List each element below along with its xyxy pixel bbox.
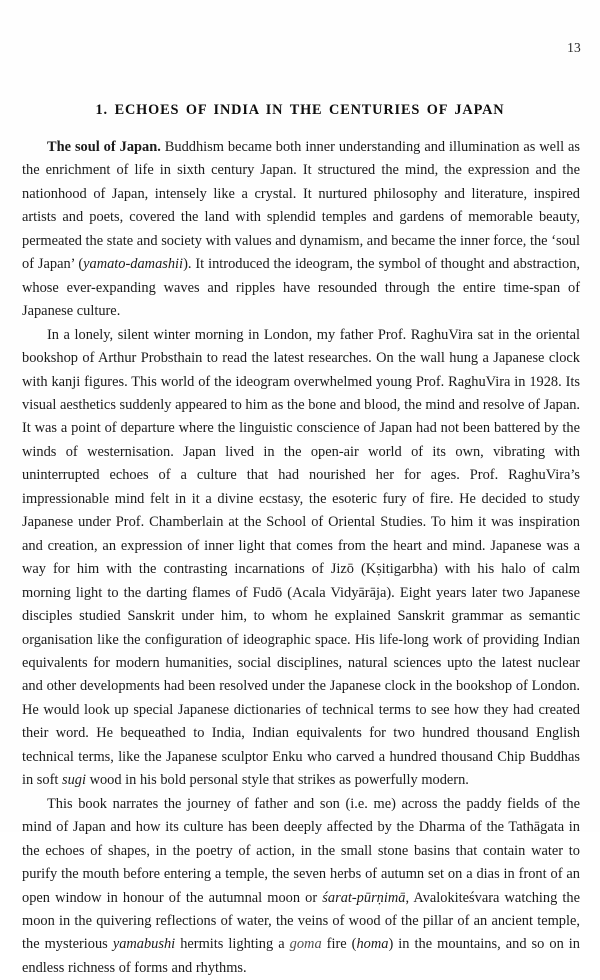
paragraph-text-part-d: fire ( — [321, 936, 357, 953]
italic-term-goma: goma — [289, 936, 322, 953]
italic-term-homa: homa — [356, 936, 389, 953]
paragraph-text-part-b: ). It introduced the ideogram, the symbol of thought and abstraction, whose ever-expanding waves and ripples have resounded through the entire time-span of Japanese culture. — [22, 256, 580, 320]
paragraph-text-part-a: This book narrates the journey of father and son (i.e. me) across the paddy fields of the mind of Japan and how its culture has been deeply affected by the Dharma of the Tathāgata in the echoes of shapes, in the poetry of action, in the small stone basins that contain water to purify the mouth before entering a temple, the seven herbs of autumn set on a dias in front of an open window in honour of the autumnal moon or — [22, 795, 580, 906]
italic-term-sugi: sugi — [61, 772, 86, 789]
paragraph-text-part-e: ) in the mountains, and so on in endless richness of forms and rhythms. — [22, 936, 581, 976]
paragraph-london-bookshop — [22, 324, 580, 793]
paragraph-text-part-a: Buddhism became both inner understanding and illumination as well as the enrichment of life in sixth century Japan. It structured the mind, the expression and the nationhood of Japan, intensely like a crystal. It nurtured philosophy and literature, inspired artists and poets, covered the land with splendid temples and gardens of memorable beauty, permeated the state and society with values and dynamism, and became the inner force, the ‘soul of Japan’ ( — [22, 139, 580, 273]
italic-term-yamato-damashii: yamato-damashii — [83, 256, 184, 273]
paragraph-lead-in: The soul of Japan. — [47, 139, 161, 155]
paragraph-text-part-c: hermits lighting a — [175, 936, 290, 953]
chapter-heading: 1. ECHOES OF INDIA IN THE CENTURIES OF JAPAN — [95, 101, 505, 118]
body-text-column — [22, 136, 580, 980]
paragraph-text-part-b: , Avalokiteśvara watching the moon in the quivering reflections of water, the veins of wood of the pillar of an ancient temple, the mysterious — [22, 889, 580, 953]
paragraph-book-narrates — [22, 793, 580, 980]
paragraph-soul-of-japan — [22, 136, 580, 324]
paragraph-text-part-b: wood in his bold personal style that strikes as powerfully modern. — [85, 772, 469, 789]
italic-term-sarat-purnima: śarat-pūrṇimā — [322, 889, 406, 906]
page-number: 13 — [567, 40, 581, 55]
paragraph-text-part-a: In a lonely, silent winter morning in London, my father Prof. RaghuVira sat in the oriental bookshop of Arthur Probsthain to read the latest researches. On the wall hung a Japanese clock with kanji figures. This world of the ideogram overwhelmed young Prof. RaghuVira in 1928. Its visual aesthetics suddenly appeared to him as the bone and blood, the mind and resolve of Japan. It was a point of departure where the linguistic conscience of Japan had not been battered by the winds of westernisation. Japan lived in the open-air world of its own, vibrating with uninterrupted echoes of a culture that had nourished her for ages. Prof. RaghuVira’s impressionable mind felt in it a divine ecstasy, the esoteric fury of fire. He decided to study Japanese under Prof. Chamberlain at the School of Oriental Studies. To him it was inspiration and creation, an expression of inner light that comes from the heart and mind. Japanese was a way for him with the contrasting incarnations of Jizō (Kṣitigarbha) with his halo of calm morning light to the darting flames of Fudō (Acala Vidyārāja). Eight years later two Japanese disciples studied Sanskrit under him, to whom he explained Sanskrit grammar as semantic organisation like the configuration of ideographic space. His life-long work of providing Indian equivalents for modern humanities, social disciplines, natural sciences upto the latest nuclear and other developments had been resolved under the Japanese clock in the bookshop of London. He would look up special Japanese dictionaries of technical terms to see how they had created their word. He bequeathed to India, Indian equivalents for two hundred thousand English technical terms, like the Japanese sculptor Enku who carved a hundred thousand Chip Buddhas in soft — [22, 326, 580, 789]
italic-term-yamabushi: yamabushi — [112, 936, 176, 953]
